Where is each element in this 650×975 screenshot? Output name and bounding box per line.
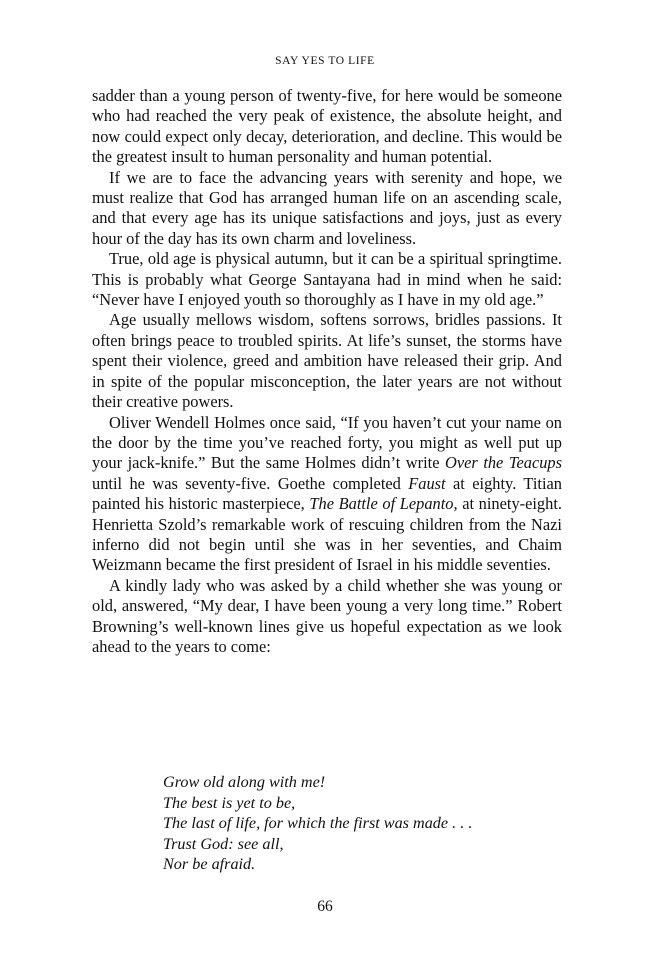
paragraph-text: If we are to face the advancing years with serenity and hope, we must realize that God has arranged human life on an ascending scale, and that every age has its unique satisfactions and joys, just as every hour of the day has its own charm and loveliness. (92, 167, 562, 248)
paragraph-5 (92, 413, 562, 576)
verse-line: Nor be afraid. (163, 855, 256, 873)
paragraph-text: Age usually mellows wisdom, softens sorrows, bridles passions. It often brings peace to troubled spirits. At life’s sunset, the storms have spent their violence, greed and ambition have released their grip. And in spite of the popular misconception, the later years are not without their creative powers. (92, 310, 562, 412)
verse-line: The best is yet to be, (163, 793, 296, 812)
paragraph-text: True, old age is physical autumn, but it can be a spiritual springtime. This is probably what George Santayana had in mind when he said: “Never have I enjoyed youth so thoroughly as I have in my old age.” (92, 249, 562, 310)
paragraph-2 (92, 168, 562, 250)
paragraph-1 (92, 86, 562, 168)
book-title-italic: Over the Teacups (445, 453, 562, 473)
paragraph-6 (92, 576, 562, 658)
paragraph-text: until he was seventy-five. Goethe completed (92, 473, 409, 493)
paragraph-text: sadder than a young person of twenty-five, for here would be someone who had reached the very peak of existence, the absolute height, and now could expect only decay, deterioration, and decline. This would be the greatest insult to human personality and human potential. (92, 86, 562, 167)
verse-line: Grow old along with me! (163, 773, 326, 791)
book-title-italic: Faust (408, 473, 446, 493)
verse-line: The last of life, for which the first was made . . . (163, 814, 473, 832)
paragraph-3 (92, 249, 562, 310)
verse-line: Trust God: see all, (163, 834, 284, 853)
artwork-title-italic: The Battle of Lepanto, (309, 494, 458, 514)
paragraph-text: Oliver Wendell Holmes once said, “If you haven’t cut your name on the door by the time you’ve reached forty, you might as well put up your jack-knife.” But the same Holmes didn’t write (92, 412, 562, 473)
verse-quote (163, 772, 523, 875)
paragraph-text: A kindly lady who was asked by a child whether she was young or old, answered, “My dear, I have been young a very long time.” Robert Browning’s well-known lines give us hopeful expectation as we look ahead to the years to come: (92, 575, 562, 656)
body-text (92, 86, 562, 657)
running-head: SAY YES TO LIFE (275, 55, 375, 67)
paragraph-text: at eighty. Titian painted his historic masterpiece, (92, 473, 562, 514)
paragraph-text: at ninety-eight. Henrietta Szold’s remarkable work of rescuing children from the Nazi inferno did not begin until she was in her seventies, and Chaim Weizmann became the first president of Israel in his middle seventies. (92, 494, 562, 575)
page-number: 66 (317, 898, 333, 915)
paragraph-4 (92, 310, 562, 412)
